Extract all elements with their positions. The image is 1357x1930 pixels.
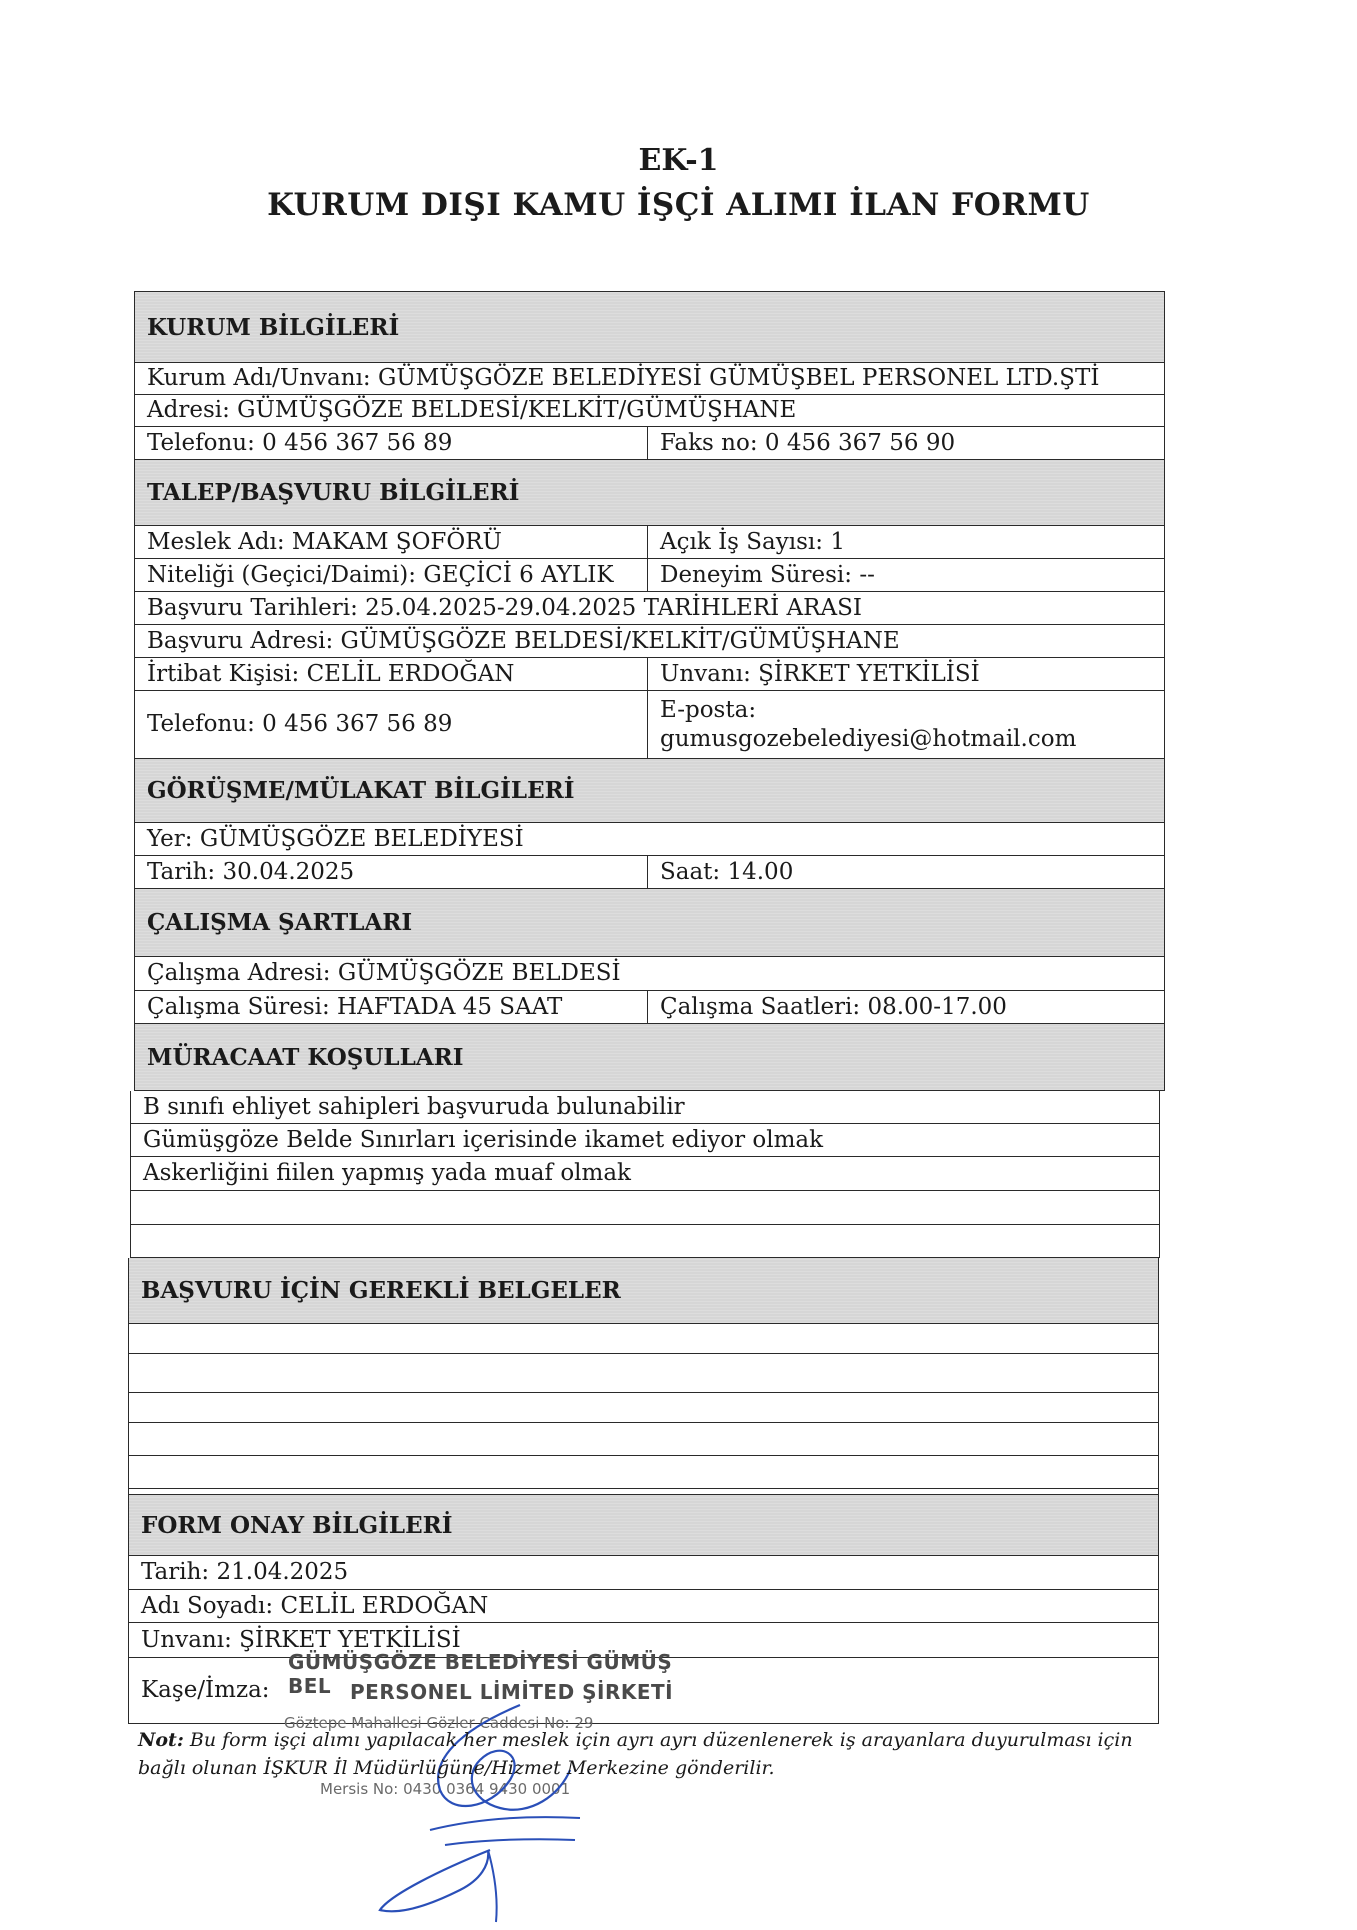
talep-nitelik-row — [134, 559, 1165, 592]
kurum-faks: Faks no: 0 456 367 56 90 — [647, 427, 1164, 459]
belgeler-item — [128, 1456, 1159, 1489]
talep-irtibat-row — [134, 658, 1165, 691]
talep-telefon-row — [134, 691, 1165, 759]
talep-nitelik: Niteliği (Geçici/Daimi): GEÇİCİ 6 AYLIK — [147, 561, 614, 588]
talep-eposta-cell — [647, 691, 1164, 758]
stamp-line: PERSONEL LİMİTED ŞİRKETİ — [350, 1680, 674, 1704]
calisma-sure: Çalışma Süresi: HAFTADA 45 SAAT — [147, 993, 563, 1020]
section-header-talep: TALEP/BAŞVURU BİLGİLERİ — [134, 460, 1165, 526]
section-header-kurum: KURUM BİLGİLERİ — [134, 291, 1165, 363]
talep-meslek-row — [134, 526, 1165, 559]
stamp-line: Mersis No: 0430 0364 9430 0001 — [320, 1780, 571, 1798]
talep-eposta: gumusgozebelediyesi@hotmail.com — [660, 725, 1077, 752]
muracaat-item: B sınıfı ehliyet sahipleri başvuruda bulunabilir — [130, 1091, 1160, 1124]
talep-telefon: Telefonu: 0 456 367 56 89 — [147, 711, 453, 737]
section-header-belgeler: BAŞVURU İÇİN GEREKLİ BELGELER — [128, 1258, 1159, 1324]
talep-deneyim: Deneyim Süresi: -- — [647, 559, 1164, 591]
onay-kase: Kaşe/İmza: — [141, 1677, 270, 1703]
section-header-gorusme: GÖRÜŞME/MÜLAKAT BİLGİLERİ — [134, 759, 1165, 823]
footnote — [138, 1726, 1178, 1782]
form-code: EK-1 — [638, 143, 719, 178]
calisma-sure-row — [134, 991, 1165, 1024]
muracaat-item: Askerliğini fiilen yapmış yada muaf olmak — [130, 1157, 1160, 1191]
talep-tarihler: Başvuru Tarihleri: 25.04.2025-29.04.2025 TARİHLERİ ARASI — [134, 592, 1165, 625]
kurum-adi: Kurum Adı/Unvanı: GÜMÜŞGÖZE BELEDİYESİ GÜMÜŞBEL PERSONEL LTD.ŞTİ — [134, 363, 1165, 395]
section-header-calisma: ÇALIŞMA ŞARTLARI — [134, 889, 1165, 957]
talep-unvan: Unvanı: ŞİRKET YETKİLİSİ — [647, 658, 1164, 690]
muracaat-item — [130, 1191, 1160, 1225]
stamp-line: Göztepe Mahallesi Gözler Caddesi No: 29 — [284, 1714, 594, 1732]
kurum-telefon: Telefonu: 0 456 367 56 89 — [147, 429, 453, 456]
belgeler-item — [128, 1324, 1159, 1354]
gorusme-tarih-row — [134, 856, 1165, 889]
gorusme-saat: Saat: 14.00 — [647, 856, 1164, 888]
talep-meslek: Meslek Adı: MAKAM ŞOFÖRÜ — [147, 528, 502, 555]
gorusme-tarih: Tarih: 30.04.2025 — [147, 858, 355, 885]
talep-acik-is: Açık İş Sayısı: 1 — [647, 526, 1164, 558]
belgeler-item — [128, 1393, 1159, 1423]
footnote-text: Bu form işçi alımı yapılacak her meslek için ayrı ayrı düzenlenerek iş arayanlara duyurulması için bağlı olunan İŞKUR İl Müdürlüğüne/Hizmet Merkezine gönderilir. — [138, 1729, 1133, 1779]
form-title: KURUM DIŞI KAMU İŞÇİ ALIMI İLAN FORMU — [267, 187, 1090, 223]
section-header-onay: FORM ONAY BİLGİLERİ — [128, 1494, 1159, 1556]
muracaat-item — [130, 1225, 1160, 1258]
calisma-saatler: Çalışma Saatleri: 08.00-17.00 — [647, 991, 1164, 1023]
calisma-adres: Çalışma Adresi: GÜMÜŞGÖZE BELDESİ — [134, 957, 1165, 991]
onay-unvan: Unvanı: ŞİRKET YETKİLİSİ — [128, 1623, 1159, 1658]
belgeler-item — [128, 1423, 1159, 1456]
section-header-muracaat: MÜRACAAT KOŞULLARI — [134, 1024, 1165, 1091]
kurum-telefon-row — [134, 427, 1165, 460]
gorusme-yer: Yer: GÜMÜŞGÖZE BELEDİYESİ — [134, 823, 1165, 856]
talep-adres: Başvuru Adresi: GÜMÜŞGÖZE BELDESİ/KELKİT/GÜMÜŞHANE — [134, 625, 1165, 658]
talep-irtibat: İrtibat Kişisi: CELİL ERDOĞAN — [147, 660, 515, 687]
talep-eposta-label: E-posta: — [660, 696, 757, 723]
stamp-line: GÜMÜŞGÖZE BELEDİYESİ GÜMÜŞ BEL — [288, 1650, 673, 1698]
footnote-prefix: Not: — [138, 1729, 184, 1751]
belgeler-item — [128, 1354, 1159, 1393]
kurum-adres: Adresi: GÜMÜŞGÖZE BELDESİ/KELKİT/GÜMÜŞHANE — [134, 395, 1165, 427]
onay-adi: Adı Soyadı: CELİL ERDOĞAN — [128, 1590, 1159, 1623]
onay-tarih: Tarih: 21.04.2025 — [128, 1556, 1159, 1590]
muracaat-item: Gümüşgöze Belde Sınırları içerisinde ikamet ediyor olmak — [130, 1124, 1160, 1157]
